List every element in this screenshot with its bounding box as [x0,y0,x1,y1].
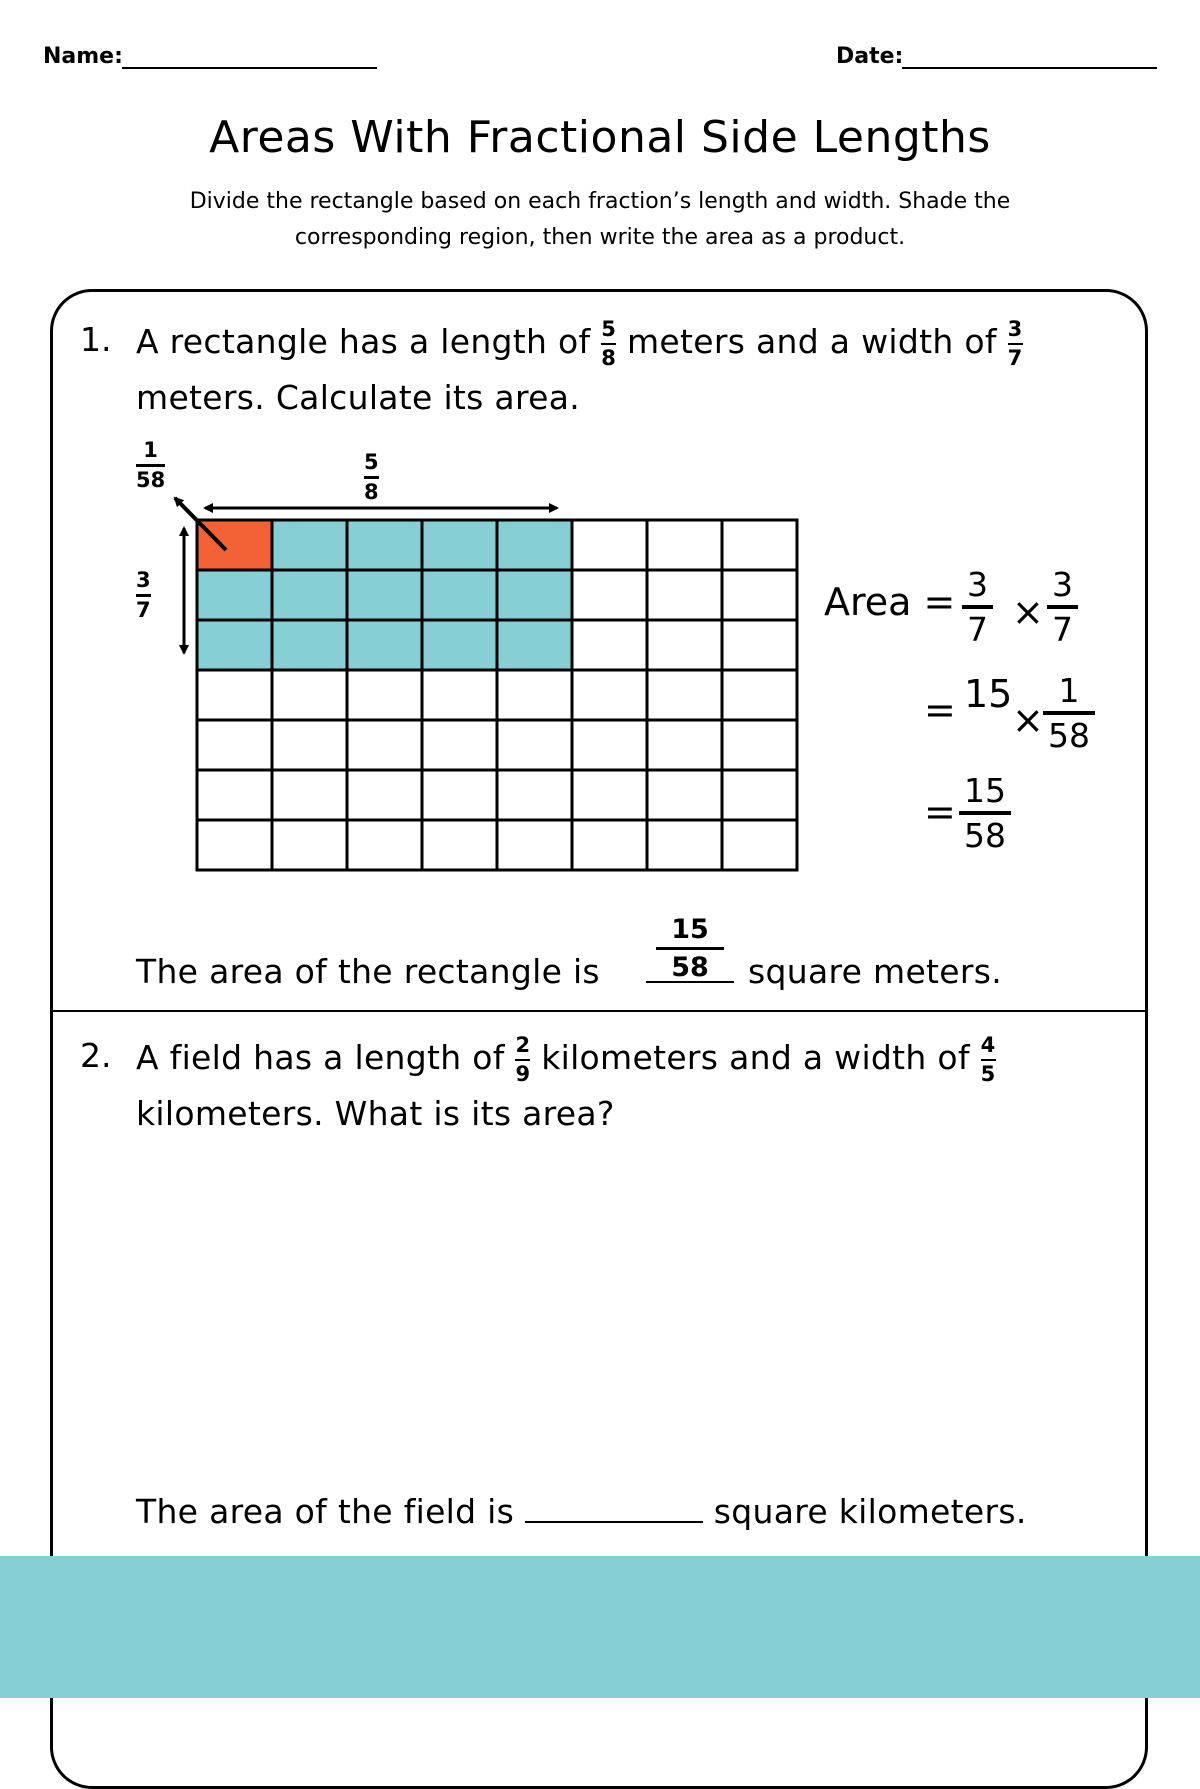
problem-1-text-b: meters and a width of [626,322,997,361]
fraction-denominator: 58 [1048,716,1090,755]
problem-2-width-fraction [980,1032,996,1086]
fraction-numerator: 1 [1058,671,1080,710]
fraction-bar [981,1059,996,1061]
grid-cell [272,720,347,770]
grid-cell [497,770,572,820]
grid-cell [197,820,272,870]
shaded-cell [272,620,347,670]
grid-cell [722,670,797,720]
fraction-bar [1043,711,1095,715]
grid-cell [572,620,647,670]
shaded-cell [422,620,497,670]
shaded-cell [422,570,497,620]
problem-1-answer-blank[interactable] [646,916,734,983]
grid-cell [647,820,722,870]
problem-2-answer-line [136,1484,1027,1539]
grid-cell [722,620,797,670]
fraction-numerator: 15 [671,914,709,945]
fraction-numerator: 3 [1007,316,1023,341]
grid-cell [272,670,347,720]
fraction-denominator: 58 [646,954,734,983]
problem-2-number: 2. [80,1036,112,1075]
name-label: Name: [43,44,123,69]
instructions-line-2: corresponding region, then write the area as a product. [294,225,906,250]
grid-cell [572,770,647,820]
fraction-denominator: 7 [136,598,151,622]
fraction-denominator: 5 [980,1061,996,1086]
grid-cell [497,670,572,720]
grid-cell [422,820,497,870]
grid-cell [197,670,272,720]
problem-divider [50,1010,1148,1012]
grid-cell [422,670,497,720]
shaded-cell [272,570,347,620]
grid-cell [647,720,722,770]
fraction-numerator: 5 [601,316,617,341]
grid-cell [497,820,572,870]
problem-1-text-a: A rectangle has a length of [136,322,591,361]
problem-1-text-c: meters. Calculate its area. [136,378,581,417]
grid-cell [647,770,722,820]
grid-cell [197,770,272,820]
problem-2-text-a: A field has a length of [136,1038,505,1077]
problem-2-length-fraction [515,1032,531,1086]
fraction-numerator: 1 [143,438,158,462]
problem-2-text-b: kilometers and a width of [541,1038,970,1077]
problem-2-answer-blank[interactable] [525,1491,703,1523]
fraction-denominator: 7 [1007,345,1023,370]
worksheet-title: Areas With Fractional Side Lengths [209,112,991,163]
fraction-bar [656,947,724,950]
shaded-cell [197,620,272,670]
grid-cell [722,770,797,820]
problem-1-answer-prefix: The area of the rectangle is [136,952,600,991]
fraction-bar [959,811,1011,815]
shaded-cell [347,570,422,620]
shaded-cell [497,520,572,570]
grid-cell [647,520,722,570]
unit-square-cell [197,520,272,570]
grid-cell [347,670,422,720]
grid-cell [347,820,422,870]
fraction-numerator: 2 [515,1032,531,1057]
problem-1-answer-suffix: square meters. [748,952,1003,991]
fraction-numerator: 3 [1052,565,1073,604]
problem-2-text-c: kilometers. What is its area? [136,1094,615,1133]
work-line-3-equals: = [924,790,956,834]
grid-cell [572,820,647,870]
grid-cell [572,570,647,620]
shaded-cell [272,520,347,570]
work-line-2-equals: = [924,688,956,732]
grid-cell [722,570,797,620]
shaded-cell [497,620,572,670]
fraction-denominator: 58 [964,816,1006,855]
fraction-denominator: 7 [967,610,988,649]
fraction-denominator: 8 [601,345,617,370]
problem-2-line-1 [136,1030,996,1085]
work-line-2-left: 15 [964,672,1013,716]
fraction-bar [962,605,993,609]
fraction-numerator: 3 [967,565,988,604]
grid-cell [197,720,272,770]
grid-cell [572,520,647,570]
work-line-1-fraction-a [965,565,990,649]
grid-cell [647,570,722,620]
date-label: Date: [836,44,904,69]
fraction-bar [515,1059,530,1061]
instructions-line-1: Divide the rectangle based on each fraction’s length and width. Shade the [189,189,1011,214]
fraction-denominator: 9 [515,1061,531,1086]
grid-cell [572,720,647,770]
work-line-1-times: × [1012,590,1044,634]
fraction-numerator: 5 [364,450,379,474]
fraction-denominator: 7 [1052,610,1073,649]
work-line-3-fraction [962,771,1008,855]
fraction-denominator: 8 [364,480,379,504]
work-line-2-times: × [1012,698,1044,742]
problem-2-answer-prefix: The area of the field is [136,1492,515,1531]
grid-cell [272,820,347,870]
grid-cell [647,670,722,720]
grid-cell [422,770,497,820]
shaded-cell [347,620,422,670]
problem-1-answer-fraction [646,916,734,983]
area-label: Area = [824,580,956,624]
shaded-cell [347,520,422,570]
fraction-denominator: 58 [136,468,166,492]
fraction-bar [1047,605,1078,609]
fraction-numerator: 15 [964,771,1006,810]
shaded-cell [197,570,272,620]
grid-cell [347,720,422,770]
grid-cell [722,820,797,870]
grid-cell [722,720,797,770]
footer-band [0,1556,1200,1698]
grid-cell [572,670,647,720]
work-line-2-fraction [1046,671,1092,755]
grid-cell [272,770,347,820]
shaded-cell [422,520,497,570]
fraction-numerator: 4 [980,1032,996,1057]
grid-cell [647,620,722,670]
grid-cell [497,720,572,770]
work-line-1-fraction-b [1050,565,1075,649]
problem-1-number: 1. [80,320,112,359]
grid-cell [347,770,422,820]
problem-2-answer-suffix: square kilometers. [713,1492,1027,1531]
grid-cell [422,720,497,770]
shaded-cell [497,570,572,620]
fraction-numerator: 3 [136,568,151,592]
grid-cell [722,520,797,570]
